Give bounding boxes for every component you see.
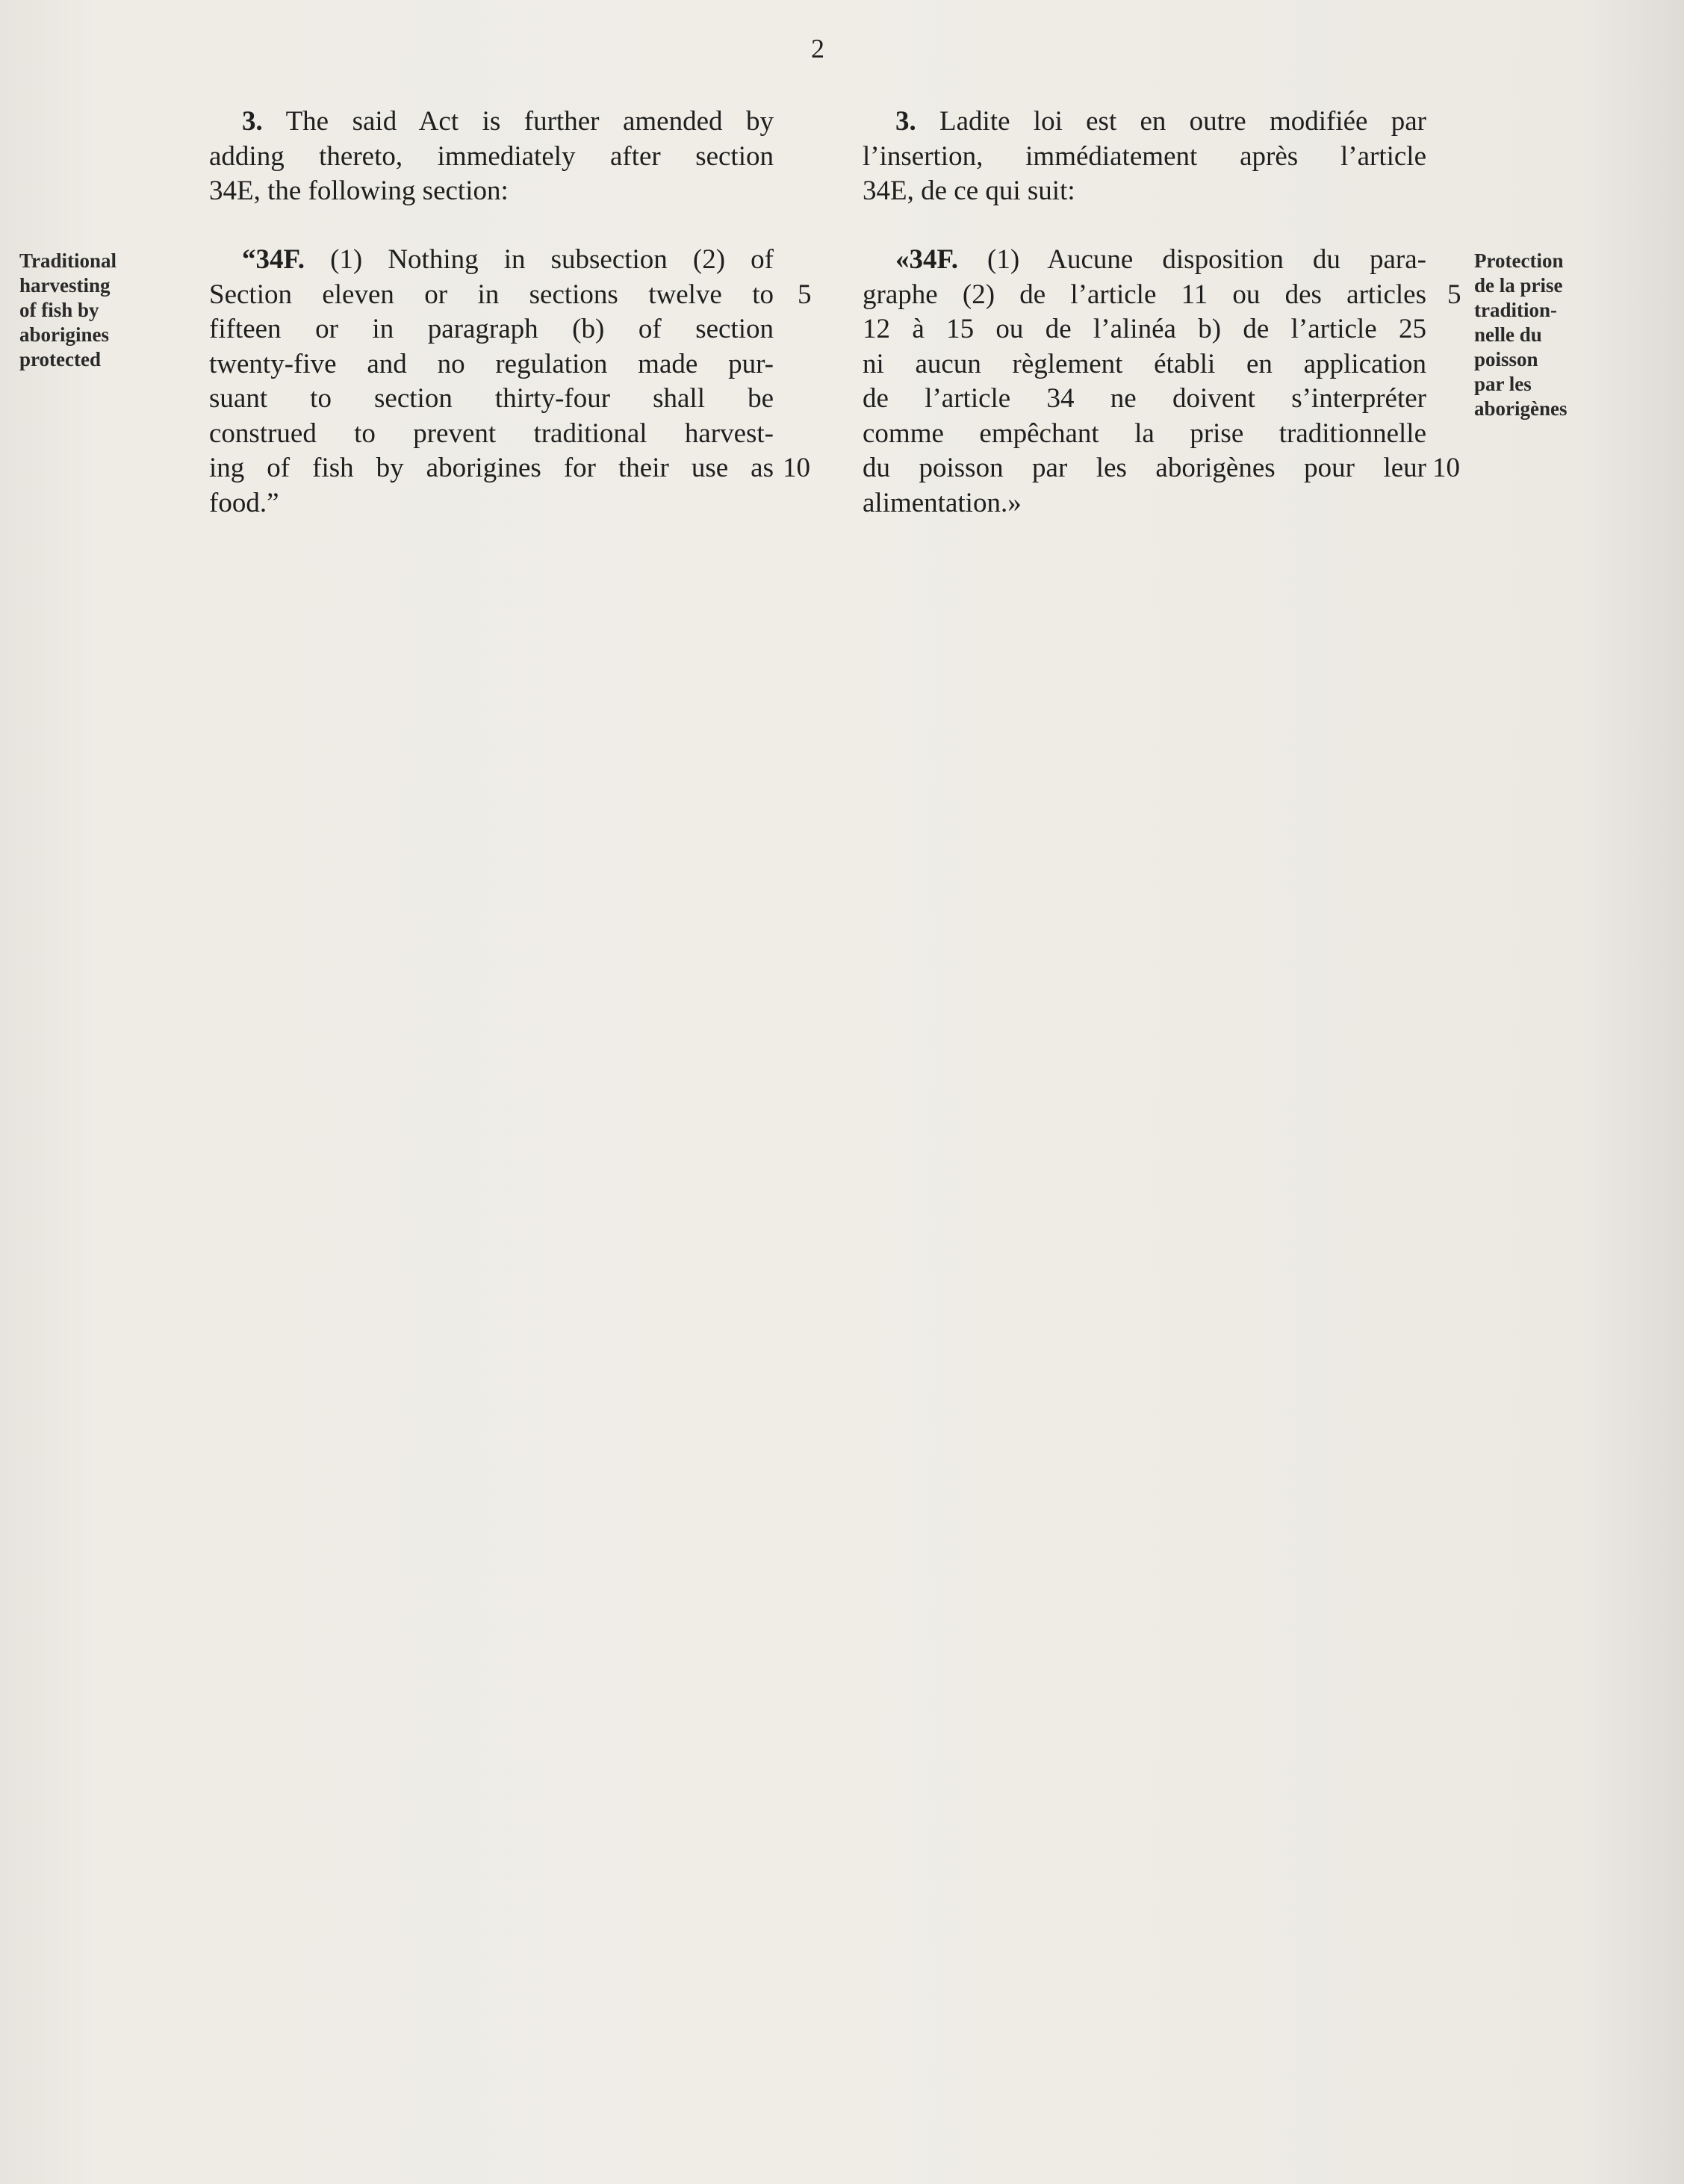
page-number: 2 bbox=[811, 34, 824, 63]
french-intro-line: 3. Ladite loi est en outre modifiée par bbox=[895, 106, 1426, 137]
french-section-line: graphe (2) de l’article 11 ou des articles bbox=[863, 279, 1426, 310]
french-section-line: «34F. (1) Aucune disposition du para- bbox=[895, 244, 1426, 275]
margin-note-line: par les bbox=[1474, 373, 1532, 395]
margin-note-line: poisson bbox=[1474, 348, 1538, 370]
section-number: 3. bbox=[242, 106, 263, 137]
margin-note-line: harvesting bbox=[19, 274, 111, 297]
margin-note-line: nelle du bbox=[1474, 323, 1542, 346]
french-section-line: de l’article 34 ne doivent s’interpréter bbox=[863, 383, 1426, 414]
french-section-line: du poisson par les aborigènes pour leur bbox=[863, 453, 1426, 483]
margin-note-line: aborigines bbox=[19, 323, 110, 346]
english-section-line: fifteen or in paragraph (b) of section bbox=[209, 314, 774, 344]
english-intro-line: 3. The said Act is further amended by bbox=[242, 106, 774, 137]
margin-note-line: of fish by bbox=[19, 299, 99, 321]
english-section-line: Section eleven or in sections twelve to bbox=[209, 279, 774, 310]
english-amending-clause bbox=[209, 105, 774, 209]
french-section-34f bbox=[863, 243, 1426, 521]
english-section-line: construed to prevent traditional harvest- bbox=[209, 418, 774, 449]
french-amending-clause bbox=[863, 105, 1426, 209]
english-section-line: ing of fish by aborigines for their use as bbox=[209, 453, 774, 483]
english-line-number: 5 bbox=[798, 279, 812, 310]
french-section-line: alimentation.» bbox=[863, 487, 1022, 518]
section-number: 3. bbox=[895, 106, 916, 137]
english-section-line: food.” bbox=[209, 487, 279, 518]
english-section-line: suant to section thirty-four shall be bbox=[209, 383, 774, 414]
section-number: «34F. bbox=[895, 244, 958, 275]
french-section-line: ni aucun règlement établi en application bbox=[863, 348, 1426, 379]
french-line-number: 5 bbox=[1447, 279, 1461, 310]
margin-note-line: Protection bbox=[1474, 249, 1564, 272]
english-section-line: twenty-five and no regulation made pur- bbox=[209, 348, 774, 379]
english-section-line: “34F. (1) Nothing in subsection (2) of bbox=[242, 244, 774, 275]
french-section-line: 12 à 15 ou de l’alinéa b) de l’article 25 bbox=[863, 314, 1426, 344]
french-section-line: comme empêchant la prise traditionnelle bbox=[863, 418, 1426, 449]
margin-note-line: Traditional bbox=[19, 249, 117, 272]
french-line-number: 10 bbox=[1432, 453, 1460, 483]
margin-note-line: tradition- bbox=[1474, 299, 1557, 321]
french-intro-line: l’insertion, immédiatement après l’article bbox=[863, 140, 1426, 172]
english-intro-line: adding thereto, immediately after section bbox=[209, 140, 774, 172]
french-margin-note bbox=[1474, 249, 1624, 421]
margin-note-line: de la prise bbox=[1474, 274, 1563, 297]
margin-note-line: protected bbox=[19, 348, 101, 370]
french-intro-line: 34E, de ce qui suit: bbox=[863, 176, 1075, 206]
english-intro-line: 34E, the following section: bbox=[209, 176, 509, 206]
section-number: “34F. bbox=[242, 244, 305, 275]
english-margin-note bbox=[19, 249, 169, 372]
margin-note-line: aborigènes bbox=[1474, 397, 1568, 420]
english-section-34f bbox=[209, 243, 774, 521]
english-line-number: 10 bbox=[783, 453, 810, 483]
